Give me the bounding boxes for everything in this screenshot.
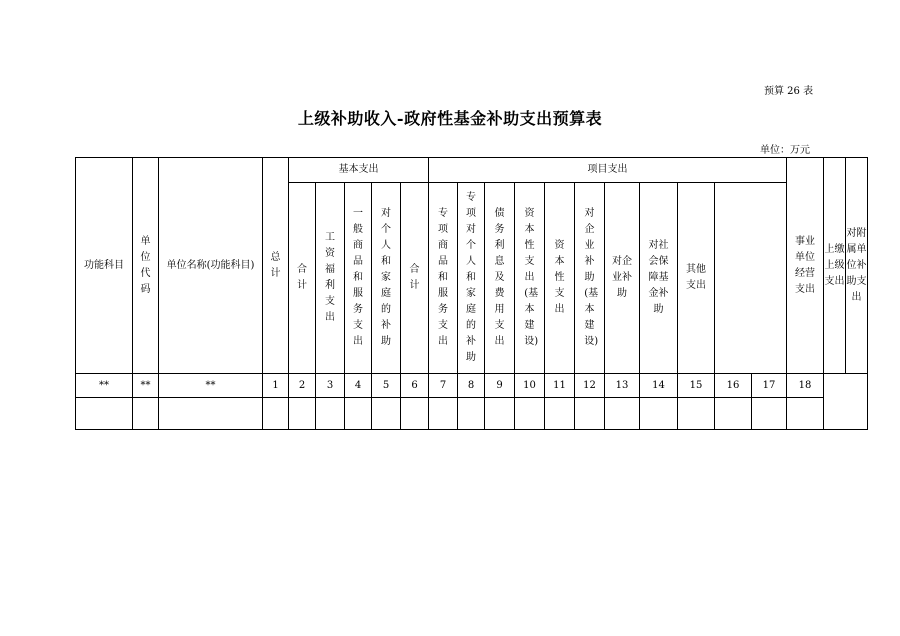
header-enterprise: 对企业补助 — [605, 183, 640, 374]
index-cell: 12 — [575, 374, 605, 398]
data-cell — [545, 398, 575, 430]
data-row — [76, 398, 868, 430]
data-cell — [289, 398, 316, 430]
data-cell — [678, 398, 715, 430]
header-other: 其他支出 — [678, 183, 715, 374]
header-remit-upper: 上缴上级支出 — [824, 158, 846, 374]
index-cell: 14 — [640, 374, 678, 398]
budget-table — [75, 157, 868, 430]
data-cell — [458, 398, 485, 430]
data-cell — [715, 398, 752, 430]
data-cell — [76, 398, 133, 430]
data-cell — [429, 398, 458, 430]
data-cell — [640, 398, 678, 430]
header-debt-interest: 债务利息及费用支出 — [485, 183, 515, 374]
index-cell: 13 — [605, 374, 640, 398]
index-cell: 4 — [345, 374, 372, 398]
header-capital: 资本性支出 — [545, 183, 575, 374]
header-business-operation: 事业单位经营支出 — [787, 158, 824, 374]
index-cell: 10 — [515, 374, 545, 398]
data-cell — [752, 398, 787, 430]
header-func-subject: 功能科目 — [76, 158, 133, 374]
index-cell: 18 — [787, 374, 824, 398]
index-cell: 2 — [289, 374, 316, 398]
data-cell — [316, 398, 345, 430]
data-cell — [133, 398, 159, 430]
index-cell: 7 — [429, 374, 458, 398]
index-cell: 9 — [485, 374, 515, 398]
data-cell — [263, 398, 289, 430]
index-cell: 16 — [715, 374, 752, 398]
header-personal-family: 对个人和家庭的补助 — [372, 183, 401, 374]
header-unit-code: 单位代码 — [133, 158, 159, 374]
header-goods-services: 一般商品和服务支出 — [345, 183, 372, 374]
header-salary-welfare: 工资福利支出 — [316, 183, 345, 374]
data-cell — [515, 398, 545, 430]
data-cell — [575, 398, 605, 430]
unit-label: 单位：万元 — [760, 145, 810, 156]
index-row — [76, 374, 868, 398]
data-cell — [485, 398, 515, 430]
index-cell: 5 — [372, 374, 401, 398]
header-unit-name: 单位名称(功能科目) — [159, 158, 263, 374]
data-cell — [605, 398, 640, 430]
index-cell: 3 — [316, 374, 345, 398]
data-cell — [159, 398, 263, 430]
index-cell: 8 — [458, 374, 485, 398]
header-special-personal: 专项对个人和家庭的补助 — [458, 183, 485, 374]
data-cell — [787, 398, 824, 430]
index-cell: 1 — [263, 374, 289, 398]
index-cell: 17 — [752, 374, 787, 398]
header-project-expenditure: 项目支出 — [429, 158, 787, 183]
header-subsidiary: 对附属单位补助支出 — [846, 158, 868, 374]
index-cell: ** — [76, 374, 133, 398]
index-cell: 6 — [401, 374, 429, 398]
header-basic-total: 合计 — [289, 183, 316, 374]
data-cell — [345, 398, 372, 430]
index-cell: ** — [159, 374, 263, 398]
page-title: 上级补助收入-政府性基金补助支出预算表 — [297, 109, 603, 128]
header-row-1 — [76, 158, 868, 183]
header-special-goods: 专项商品和服务支出 — [429, 183, 458, 374]
header-social-security: 对社会保障基金补助 — [640, 183, 678, 374]
header-total: 总计 — [263, 158, 289, 374]
index-cell: 11 — [545, 374, 575, 398]
form-number: 预算 26 表 — [764, 86, 814, 97]
header-enterprise-basic: 对企业补助(基本建设) — [575, 183, 605, 374]
data-cell — [401, 398, 429, 430]
index-cell: 15 — [678, 374, 715, 398]
header-project-total: 合计 — [401, 183, 429, 374]
header-capital-basic: 资本性支出(基本建设) — [515, 183, 545, 374]
index-cell: ** — [133, 374, 159, 398]
data-cell — [372, 398, 401, 430]
header-basic-expenditure: 基本支出 — [289, 158, 429, 183]
